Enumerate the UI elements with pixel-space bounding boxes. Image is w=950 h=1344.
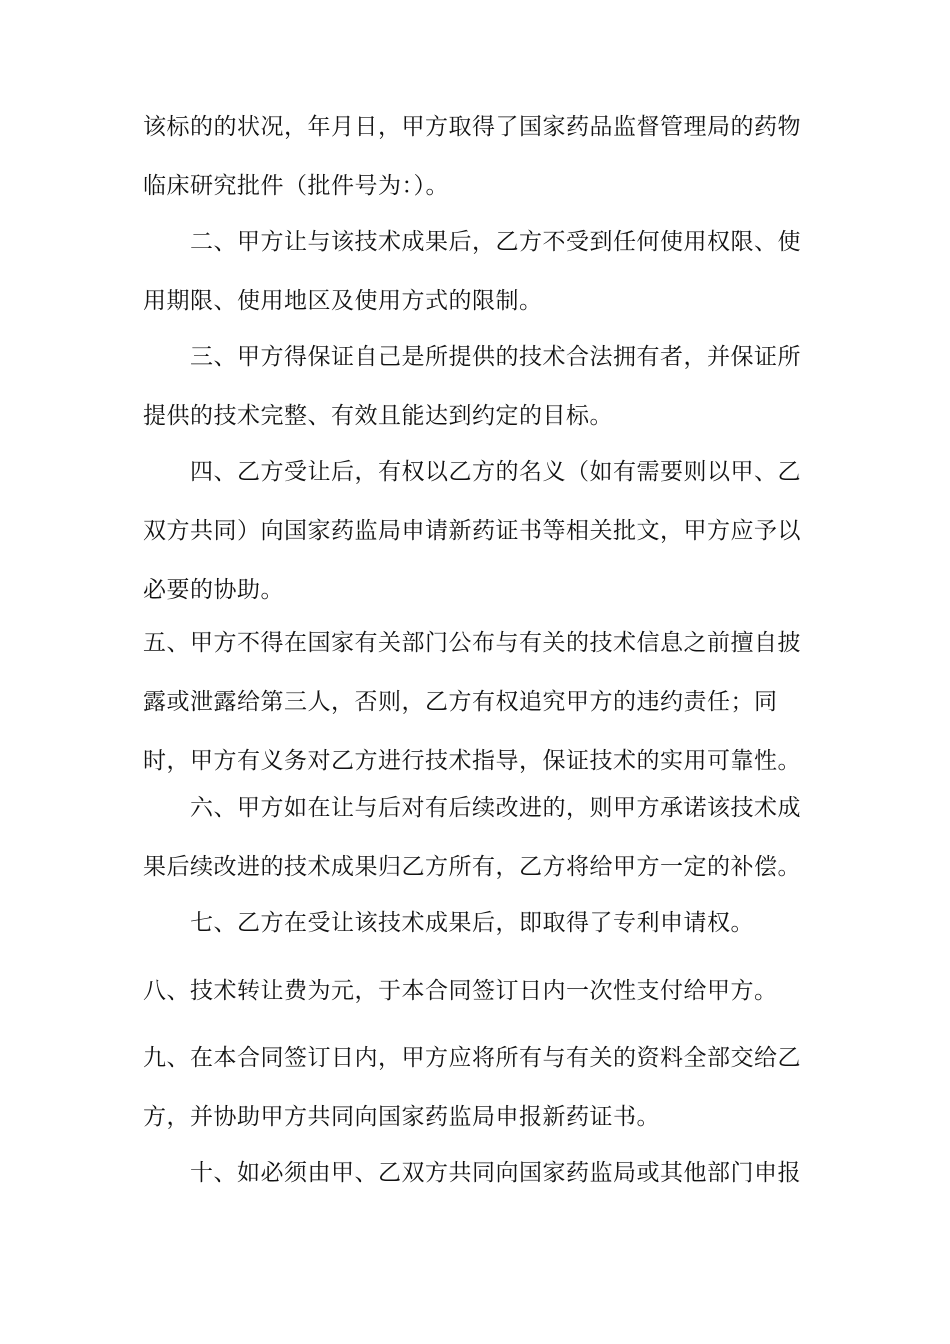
clause-5: 五、甲方不得在国家有关部门公布与有关的技术信息之前擅自披露或泄露给第三人，否则，乙方有权追究甲方的违约责任；同时，甲方有义务对乙方进行技术指导，保证技术的实用可靠性。 [143,630,801,774]
clause-3: 三、甲方得保证自己是所提供的技术合法拥有者，并保证所提供的技术完整、有效且能达到约定的目标。 [143,344,801,429]
clause-2: 二、甲方让与该技术成果后，乙方不受到任何使用权限、使用期限、使用地区及使用方式的限制。 [143,229,801,314]
clause-4: 四、乙方受让后，有权以乙方的名义（如有需要则以甲、乙双方共同）向国家药监局申请新药证书等相关批文，甲方应予以必要的协助。 [143,459,801,603]
clause-10: 十、如必须由甲、乙双方共同向国家药监局或其他部门申报 [190,1160,801,1186]
clause-9: 九、在本合同签订日内，甲方应将所有与有关的资料全部交给乙方，并协助甲方共同向国家药监局申报新药证书。 [143,1045,801,1130]
clause-8: 八、技术转让费为元，于本合同签订日内一次性支付给甲方。 [143,978,778,1004]
clause-6: 六、甲方如在让与后对有后续改进的，则甲方承诺该技术成果后续改进的技术成果归乙方所有，乙方将给甲方一定的补偿。 [143,795,801,880]
paragraph-subject-status: 该标的的状况，年月日，甲方取得了国家药品监督管理局的药物临床研究批件（批件号为：）。 [143,114,801,199]
clause-7: 七、乙方在受让该技术成果后，即取得了专利申请权。 [190,910,754,936]
